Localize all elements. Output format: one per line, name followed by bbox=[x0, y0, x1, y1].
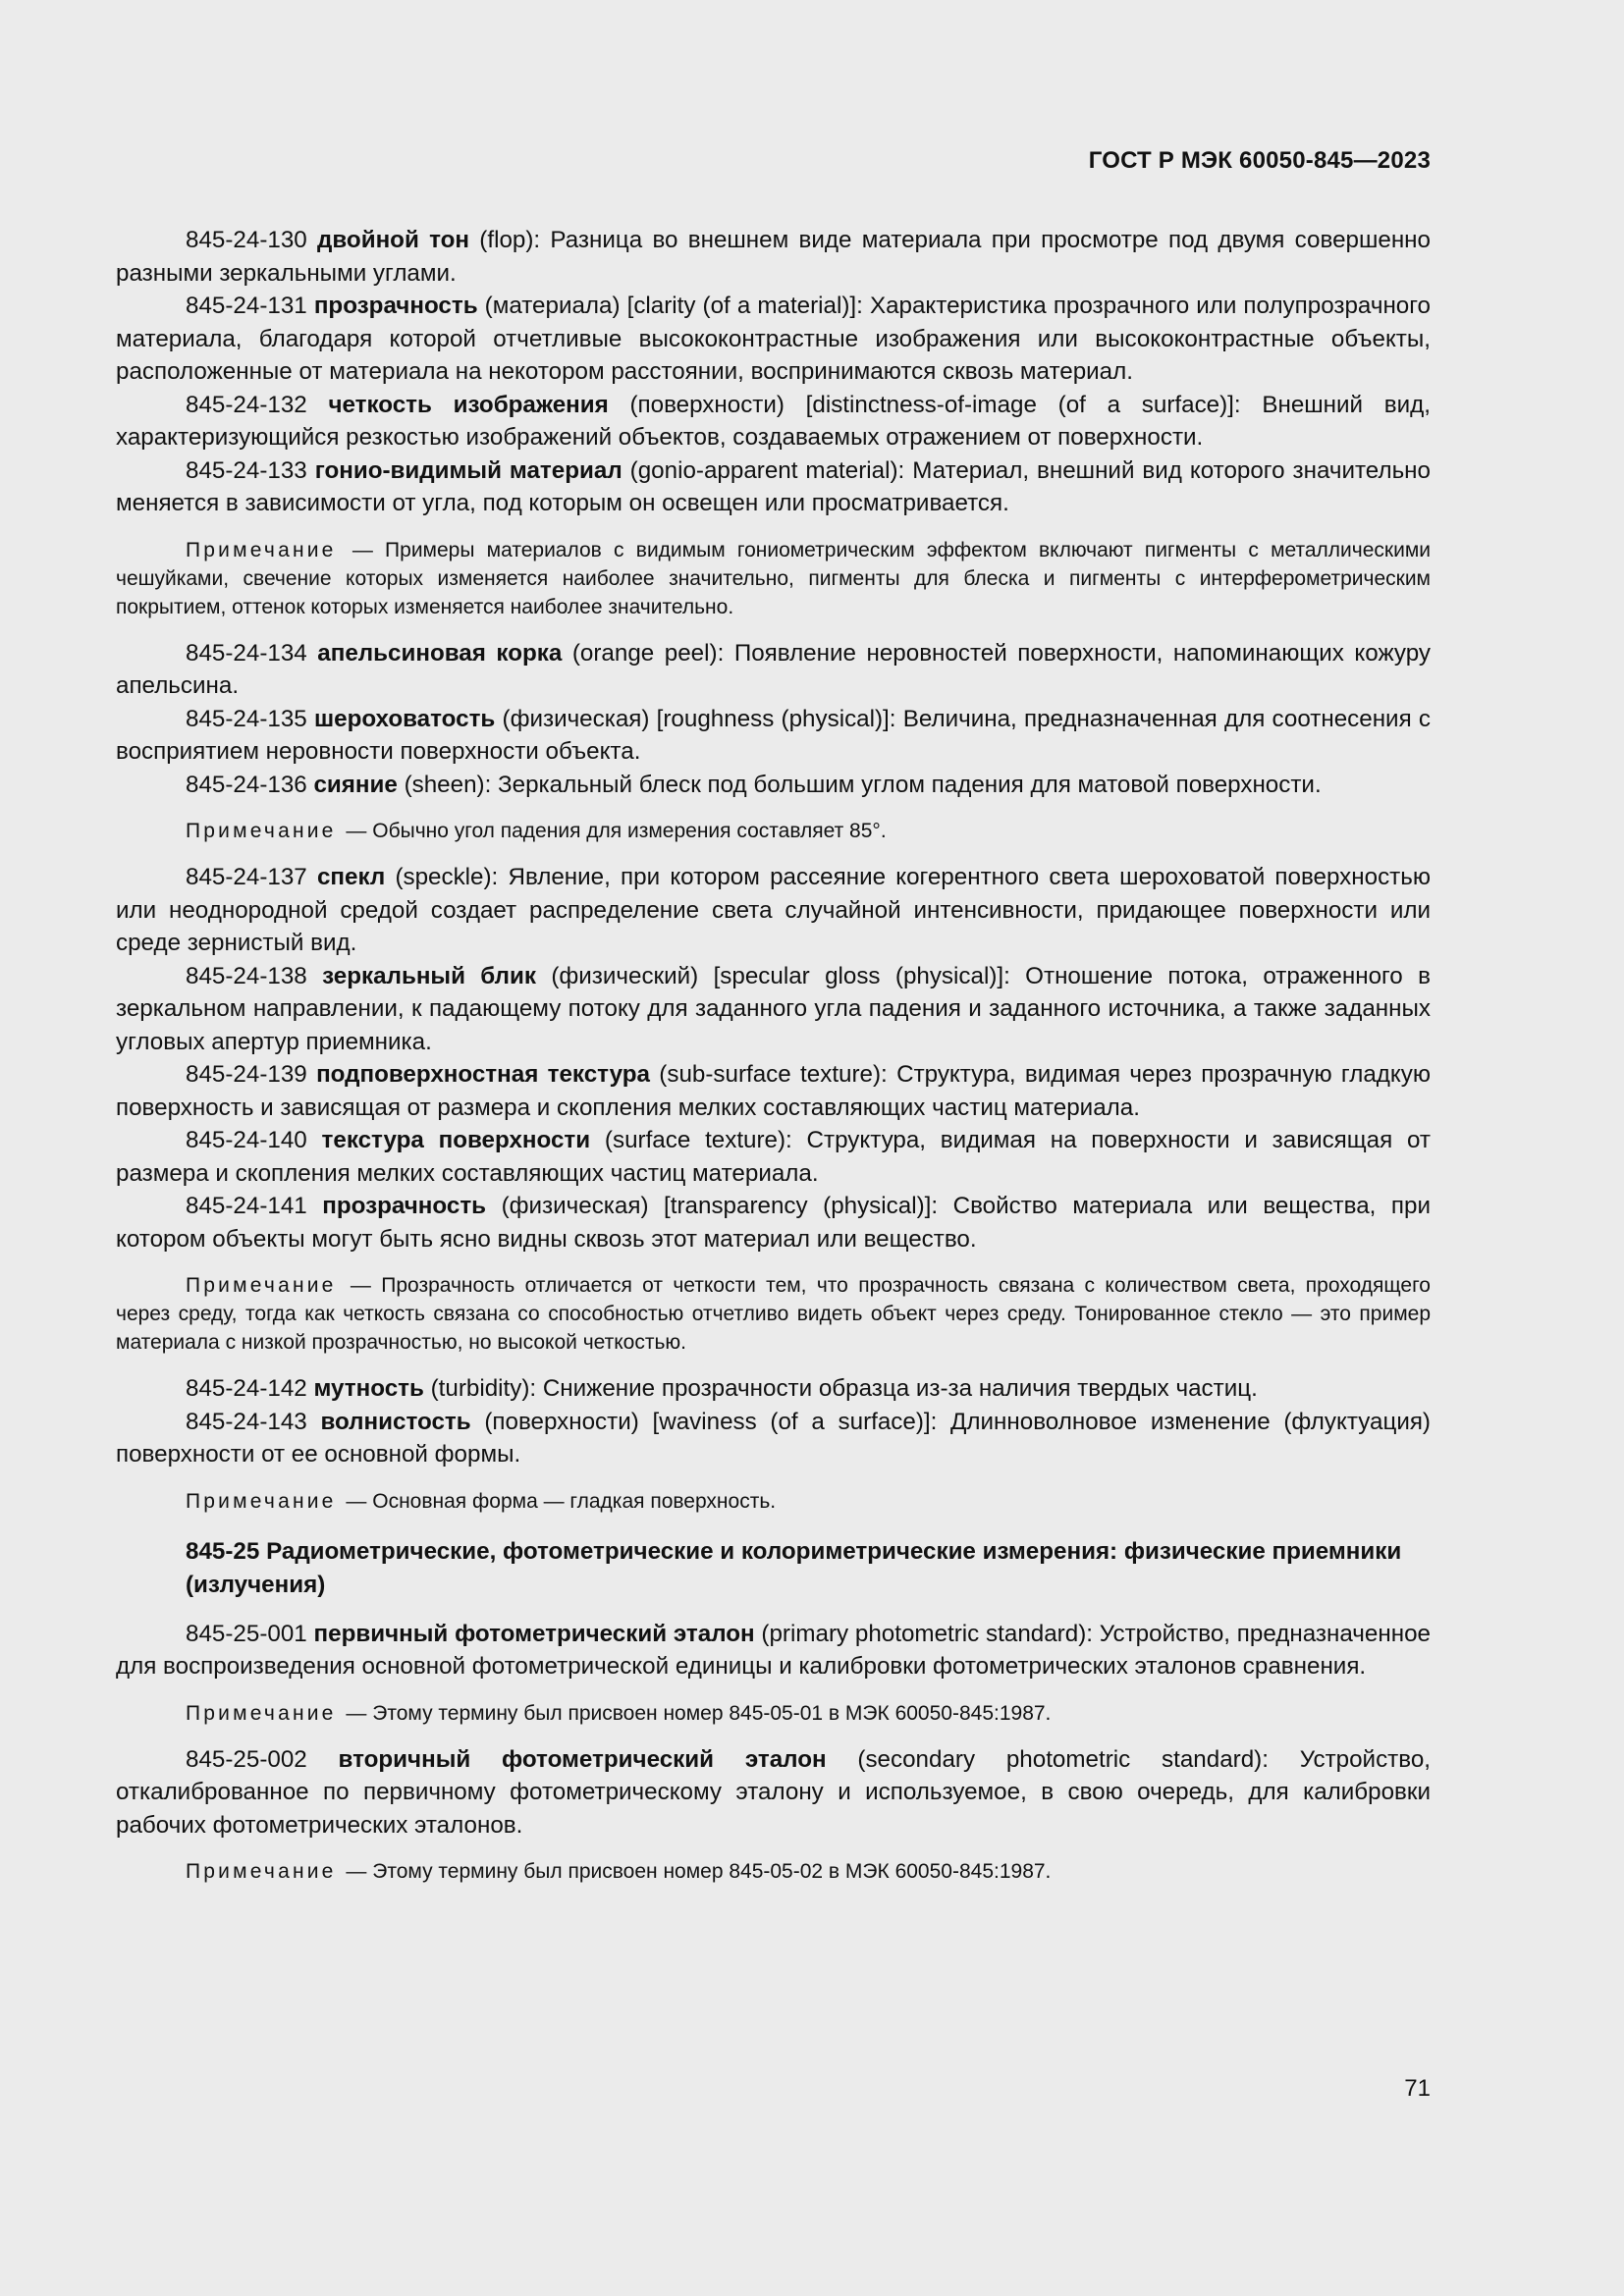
page-number: 71 bbox=[1404, 2075, 1431, 2102]
note: Примечание — Этому термину был присвоен номер 845-05-02 в МЭК 60050-845:1987. bbox=[186, 1860, 1052, 1883]
note: Примечание — Этому термину был присвоен номер 845-05-01 в МЭК 60050-845:1987. bbox=[186, 1701, 1052, 1725]
note-label: Примечание bbox=[186, 1860, 337, 1883]
document-body bbox=[116, 224, 1431, 1901]
term-entry: 845-24-140 текстура поверхности (surface texture): Структура, видимая на поверхности и зависящая от размера и скопления мелких составляющих частиц материала. bbox=[116, 1127, 1431, 1187]
term-entry: 845-24-141 прозрачность (физическая) [transparency (physical)]: Свойство материала или вещества, при котором объекты могут быть ясно видны сквозь этот материал или вещество. bbox=[116, 1193, 1431, 1253]
term-entry: 845-24-134 апельсиновая корка (orange peel): Появление неровностей поверхности, напоминающих кожуру апельсина. bbox=[116, 639, 1431, 699]
section-title: Радиометрические, фотометрические и колориметрические измерения: физические приемники (излучения) bbox=[186, 1537, 1402, 1598]
note: Примечание — Обычно угол падения для измерения составляет 85°. bbox=[186, 820, 887, 842]
note: Примечание — Прозрачность отличается от четкости тем, что прозрачность связана с количеством света, проходящего через среду, тогда как четкость связана со способностью отчетливо видеть объект через среду. Тонированное стекло — это пример материала с низкой прозрачностью, но высокой четкостью. bbox=[116, 1274, 1431, 1354]
section-heading bbox=[186, 1535, 1431, 1602]
term-entry: 845-25-002 вторичный фотометрический эталон (secondary photometric standard): Устройство, откалиброванное по первичному фотометрическому эталону и используемое, в свою очередь, для калибровки рабочих фотометрических эталонов. bbox=[116, 1745, 1431, 1839]
term-entry: 845-24-130 двойной тон (flop): Разница во внешнем виде материала при просмотре под двумя совершенно разными зеркальными углами. bbox=[116, 227, 1431, 287]
term-entry: 845-24-142 мутность (turbidity): Снижение прозрачности образца из-за наличия твердых частиц. bbox=[186, 1375, 1258, 1402]
section-number: 845-25 bbox=[186, 1537, 260, 1565]
term-entry: 845-24-132 четкость изображения (поверхности) [distinctness-of-image (of a surface)]: Внешний вид, характеризующийся резкостью изображений объектов, создаваемых отражением от поверхности. bbox=[116, 391, 1431, 451]
note: Примечание — Основная форма — гладкая поверхность. bbox=[186, 1489, 777, 1513]
term-entry: 845-24-133 гонио-видимый материал (gonio-apparent material): Материал, внешний вид которого значительно меняется в зависимости от угла, под которым он освещен или просматривается. bbox=[116, 456, 1431, 516]
note-label: Примечание bbox=[186, 1701, 337, 1725]
note-label: Примечание bbox=[186, 538, 337, 561]
term-entry: 845-24-138 зеркальный блик (физический) [specular gloss (physical)]: Отношение потока, отраженного в зеркальном направлении, к падающему потоку для заданного угла падения и заданного источника, а также заданных угловых апертур приемника. bbox=[116, 962, 1431, 1055]
term-entry: 845-24-139 подповерхностная текстура (sub-surface texture): Структура, видимая через прозрачную гладкую поверхность и зависящая от размера и скопления мелких составляющих частиц материала. bbox=[116, 1061, 1431, 1121]
note-label: Примечание bbox=[186, 820, 337, 842]
note-label: Примечание bbox=[186, 1489, 337, 1513]
term-entry: 845-24-143 волнистость (поверхности) [waviness (of a surface)]: Длинноволновое изменение (флуктуация) поверхности от ее основной формы. bbox=[116, 1408, 1431, 1468]
term-entry: 845-24-131 прозрачность (материала) [clarity (of a material)]: Характеристика прозрачного или полупрозрачного материала, благодаря которой отчетливые высококонтрастные изображения или высококонтрастные объекты, расположенные от материала на некотором расстоянии, воспринимаются сквозь материал. bbox=[116, 293, 1431, 385]
term-entry: 845-24-135 шероховатость (физическая) [roughness (physical)]: Величина, предназначенная для соотнесения с восприятием неровности поверхности объекта. bbox=[116, 705, 1431, 765]
term-entry: 845-24-137 спекл (speckle): Явление, при котором рассеяние когерентного света шероховатой поверхностью или неоднородной средой создает распределение света случайной интенсивности, придающее поверхности или среде зернистый вид. bbox=[116, 864, 1431, 956]
term-entry: 845-25-001 первичный фотометрический эталон (primary photometric standard): Устройство, предназначенное для воспроизведения основной фотометрической единицы и калибровки фотометрических эталонов сравнения. bbox=[116, 1620, 1431, 1680]
note-label: Примечание bbox=[186, 1274, 337, 1297]
term-entry: 845-24-136 сияние (sheen): Зеркальный блеск под большим углом падения для матовой поверхности. bbox=[186, 771, 1322, 798]
document-header: ГОСТ Р МЭК 60050-845—2023 bbox=[1088, 147, 1431, 174]
note: Примечание — Примеры материалов с видимым гониометрическим эффектом включают пигменты с металлическими чешуйками, свечение которых изменяется наиболее значительно, пигменты для блеска и пигменты с интерферометрическим покрытием, оттенок которых изменяется наиболее значительно. bbox=[116, 538, 1431, 618]
